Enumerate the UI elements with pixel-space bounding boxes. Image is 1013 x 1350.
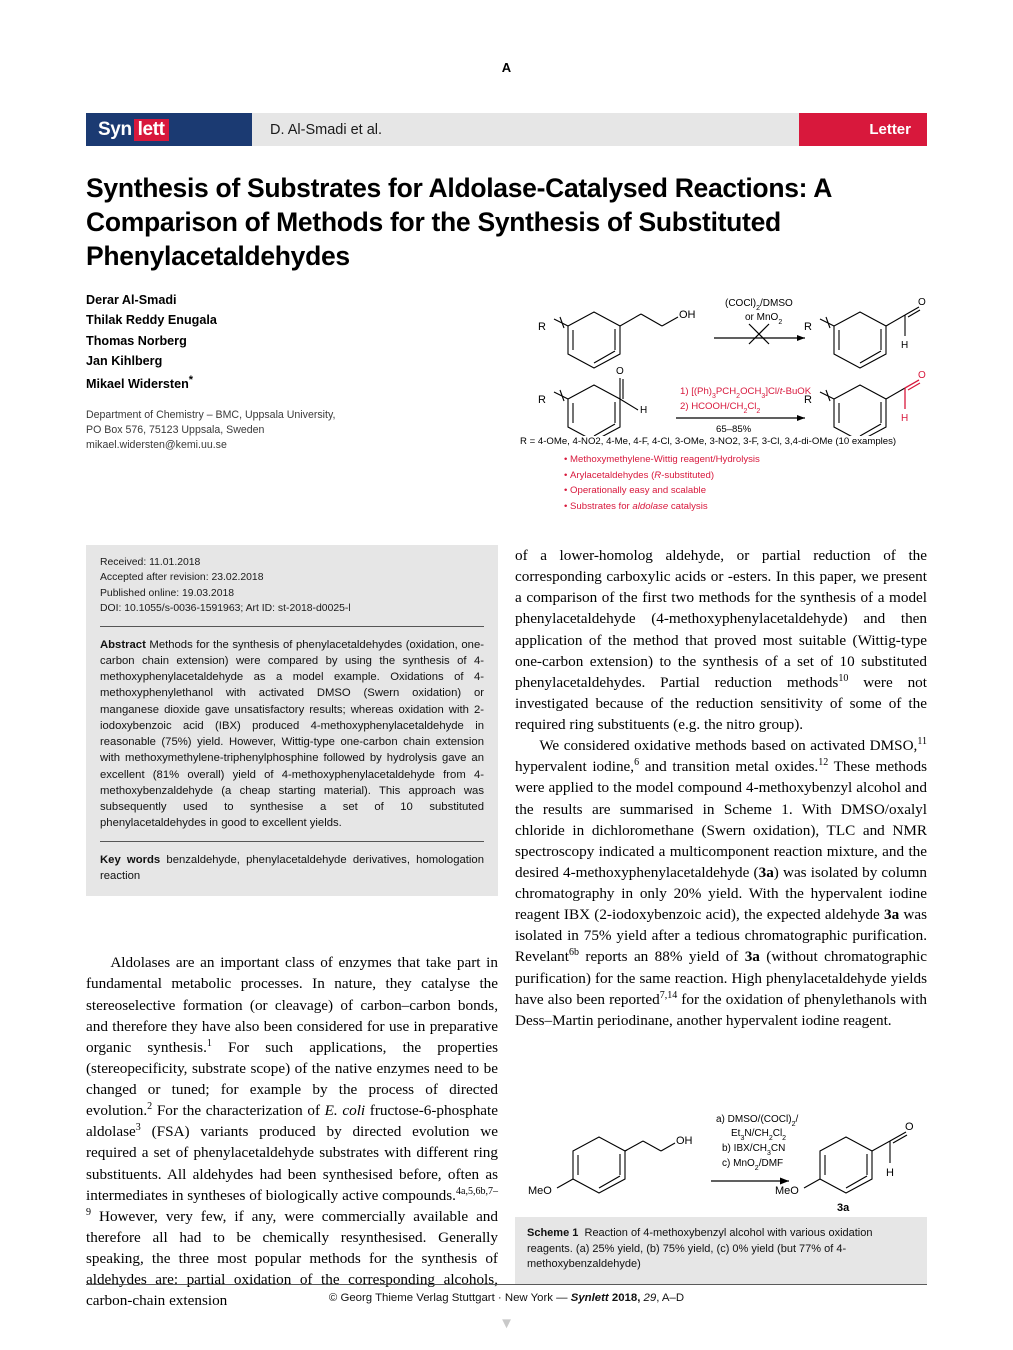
ga-r1-label: R	[538, 321, 546, 333]
body-text-segment: For such applications, the properties (stereopecificity, substrate scope) of the native enzymes need to be changed or tuned; for example by the process of directed evolution.	[86, 1038, 498, 1120]
ga-r2-label: R	[538, 394, 546, 406]
ga-r1-oh: OH	[679, 309, 696, 321]
author-list	[86, 290, 416, 394]
reference-marker: 11	[917, 736, 927, 748]
graphical-abstract-scheme-svg	[520, 286, 930, 436]
compound-label: 3a	[883, 906, 900, 924]
reference-marker: 3	[135, 1122, 141, 1134]
right-body-text	[515, 545, 927, 1031]
info-divider-2	[100, 841, 484, 842]
ga-r2-start-h: H	[640, 405, 648, 416]
affiliation-block	[86, 408, 416, 453]
ga-r2-product-r: R	[804, 394, 812, 406]
body-text-segment: and transition metal oxides.	[639, 758, 819, 776]
ga-r1-conditions-2: or MnO$_2$	[745, 312, 783, 326]
left-column	[86, 545, 498, 1311]
keywords-label: Key words	[100, 853, 161, 866]
compound-label: 3a	[758, 863, 774, 881]
scheme-condition-b: b) IBX/$CH_3CN$	[722, 1143, 786, 1157]
author-name-text: Mikael Widersten	[86, 376, 189, 391]
body-text-segment: These methods were applied to the model compound 4-methoxybenzyl alcohol and the results are summarised in Scheme 1. With DMSO/oxalyl chloride in dichloromethane (Swern oxidation), TLC and NMR spectroscopy indicated a multicomponent reaction mixture, and the desired 4-methoxyphenylacetaldehyde (	[515, 758, 927, 881]
running-head	[86, 113, 927, 146]
page-end-marker: ▼	[499, 1316, 514, 1332]
ga-r2-start-o: O	[616, 366, 624, 377]
logo-lett-text: lett	[134, 119, 169, 141]
doi-line: DOI: 10.1055/s-0036-1591963; Art ID: st-2018-d0025-l	[100, 603, 351, 615]
reference-marker: 10	[838, 672, 849, 684]
footer-pages: , A–D	[656, 1292, 685, 1304]
scheme-1-caption	[515, 1217, 927, 1284]
scheme-product-compound-label: 3a	[837, 1202, 850, 1214]
ga-r1-conditions-1: $(COCl)_2$/DMSO	[725, 298, 793, 312]
scheme-1-artwork	[515, 1105, 927, 1217]
reference-marker: 1	[206, 1037, 212, 1049]
graphical-abstract	[520, 286, 930, 512]
article-title: Synthesis of Substrates for Aldolase-Catalysed Reactions: A Comparison of Methods for the Synthesis of Substituted Phenylacetaldehydes	[86, 173, 832, 271]
body-text-segment: ) was isolated by column chromatography in only 20% yield. With the hypervalent iodine reagent IBX (2-iodoxybenzoic acid), the expected aldehyde	[515, 863, 927, 924]
scheme-1-caption-text: Reaction of 4-methoxybenzyl alcohol with various oxidation reagents. (a) 25% yield, (b) 75% yield, (c) 0% yield (but 77% of 4-methoxybenzaldehyde)	[527, 1227, 873, 1271]
body-text-segment: reports an 88% yield of	[579, 948, 745, 966]
publication-dates	[100, 555, 484, 617]
body-text-segment: For the characterization of	[152, 1102, 325, 1120]
body-text-segment: (without chromatographic purification) for the same reaction. High phenylacetaldehyde yields have also been reported	[515, 948, 928, 1008]
body-text-segment: Aldolases are an important class of enzymes that take part in fundamental metabolic processes. In nature, they catalyse the stereoselective formation (or cleavage) of carbon–carbon bonds, and therefore they have also been considered for use in preparative organic synthesis.	[86, 954, 498, 1056]
ga-r2-conditions-2: 2) HCOOH/$CH_2Cl_2$	[680, 401, 761, 415]
reference-marker: 12	[818, 757, 829, 769]
footer-journal: Synlett	[570, 1292, 609, 1304]
body-text-segment: fructose-6-phosphate aldolase	[86, 1102, 498, 1141]
body-text-segment: was isolated in 75% yield after a tedious chromatographic purification. Revelant	[515, 906, 927, 966]
reference-marker: 6	[634, 757, 640, 769]
scheme-1-figure	[515, 1105, 927, 1284]
right-column	[515, 545, 927, 1031]
keywords-text: benzaldehyde, phenylacetaldehyde derivatives, homologation reaction	[100, 853, 484, 883]
author-name-corresponding	[86, 372, 416, 395]
ga-r2-product-o: O	[918, 370, 926, 381]
scheme-product-meo: MeO	[775, 1185, 799, 1197]
ga-r2-conditions-1: 1) $[(Ph)_3PCH_2OCH_3]Cl/t$-BuOK	[680, 386, 812, 400]
keywords-paragraph	[100, 852, 484, 885]
body-text-segment: of a lower-homolog aldehyde, or partial reduction of the corresponding carboxylic acids or -esters. In this paper, we present a comparison of the first two methods for the synthesis of a model phenylacetaldehyde (4-methoxyphenylacetaldehyde) and then application of the method that proved most suitable (Wittig-type one-carbon extension) to the synthesis of a set of 10 substituted phenylacetaldehydes. Partial reduction methods	[515, 547, 927, 691]
page-letter: A	[501, 60, 512, 75]
date-accepted: Accepted after revision: 23.02.2018	[100, 572, 264, 584]
ga-r2-yield: 65–85%	[716, 424, 752, 435]
ga-r1-product-o: O	[918, 297, 926, 308]
affiliation-line-2: PO Box 576, 75123 Uppsala, Sweden	[86, 424, 265, 437]
left-body-text	[86, 952, 498, 1311]
scheme-start-meo: MeO	[528, 1185, 552, 1197]
compound-label: 3a	[744, 948, 760, 966]
ga-bullet: • Methoxymethylene-Wittig reagent/Hydrolysis	[564, 452, 760, 468]
body-text-segment: (FSA) variants produced by directed evolution we required a set of phenylacetaldehyde substrates with different ring substituents. All aldehydes had been synthesised before, often as intermediates in syntheses of biologically active compounds.	[86, 1123, 498, 1204]
body-text-segment: hypervalent iodine,	[515, 758, 635, 776]
reference-marker: 2	[147, 1101, 153, 1113]
footer-copyright: © Georg Thieme Verlag Stuttgart · New York —	[328, 1292, 571, 1304]
article-info-box	[86, 545, 498, 896]
body-text-segment: We considered oxidative methods based on activated DMSO,	[539, 737, 918, 755]
abstract-text: Methods for the synthesis of phenylacetaldehydes (oxidation, one-carbon chain extension) were compared by using the synthesis of 4-methoxyphenylacetaldehyde as a model example. Oxidations of 4-methoxyphenylethanol with activated DMSO (Swern oxidation) or manganese dioxide gave unsatisfactory results; whereas oxidation with 2-iodoxybenzoic acid (IBX) produced 4-methoxyphenylacetaldehyde in reasonable (75%) yield. However, Wittig-type one-carbon chain extension with methoxymethylene-triphenylphosphine followed by hydrolysis gave an excellent (81% overall) yield of 4-methoxyphenylacetaldehyde from 4-methoxybenzaldehyde (a cheap starting material). This approach was subsequently used to synthesise a set of 10 substituted phenylacetaldehydes in good to excellent yields.	[100, 638, 485, 830]
running-head-authors: D. Al-Smadi et al.	[252, 113, 799, 146]
info-divider-1	[100, 626, 484, 627]
ga-highlight-bullets	[564, 452, 760, 514]
scheme-condition-c: c) MnO$_2$/DMF	[722, 1158, 784, 1172]
footer-year: 2018,	[608, 1292, 644, 1304]
reference-marker: 7,14	[659, 989, 678, 1001]
corresponding-email[interactable]: mikael.widersten@kemi.uu.se	[86, 439, 227, 452]
scheme-condition-a2: $Et_3N/CH_2Cl_2$	[731, 1128, 787, 1142]
page-footer	[86, 1292, 927, 1304]
author-name: Thilak Reddy Enugala	[86, 313, 217, 328]
scheme-start-oh: OH	[676, 1135, 693, 1147]
ga-r1-product-h: H	[901, 340, 909, 351]
abstract-label: Abstract	[100, 638, 146, 651]
date-received: Received: 11.01.2018	[100, 557, 201, 568]
body-paragraph-continued	[515, 545, 927, 735]
reference-marker: 4a,5,6b,7–9	[86, 1185, 498, 1218]
author-name: Thomas Norberg	[86, 333, 187, 348]
footer-divider	[86, 1284, 927, 1285]
body-paragraph-methods	[515, 735, 927, 1031]
ga-r2-product-h: H	[901, 413, 909, 424]
synlett-logo	[86, 113, 252, 146]
author-name: Jan Kihlberg	[86, 354, 163, 369]
ga-r-groups: R = 4-OMe, 4-NO2, 4-Me, 4-F, 4-Cl, 3-OMe, 3-NO2, 3-F, 3-Cl, 3,4-di-OMe (10 examples)	[520, 436, 897, 447]
corresponding-author-marker: *	[188, 373, 194, 386]
affiliation-line-1: Department of Chemistry – BMC, Uppsala University,	[86, 409, 336, 421]
reference-marker: 6b	[568, 947, 579, 959]
scheme-1-label: Scheme 1	[527, 1227, 579, 1239]
ga-bullet: • Substrates for aldolase catalysis	[564, 499, 760, 515]
scheme-product-h: H	[886, 1167, 894, 1179]
ga-bullet: • Operationally easy and scalable	[564, 483, 760, 499]
body-paragraph-intro	[86, 952, 498, 1311]
author-name: Derar Al-Smadi	[86, 293, 177, 307]
logo-syn-text: Syn	[98, 118, 132, 140]
body-text-segment: were not investigated because of the reduction sensitivity of some of the required ring substituents (e.g. the nitro group).	[515, 673, 927, 733]
abstract-paragraph	[100, 637, 484, 832]
footer-volume: 29	[643, 1292, 657, 1304]
article-type-badge: Letter	[799, 113, 927, 146]
body-text-segment: for the oxidation of phenylethanols with Dess–Martin periodinane, another hypervalent iodine reagent.	[515, 990, 928, 1029]
species-name-italic: E. coli	[324, 1102, 366, 1120]
ga-bullet: • Arylacetaldehydes (R-substituted)	[564, 468, 760, 484]
body-text-segment: However, very few, if any, were commercially available and therefore all had to be chemically resynthesised. Generally speaking, the three most popular methods for the synthesis of aldehydes are: partial oxidation of the corresponding alcohols, carbon-chain extension	[86, 1207, 498, 1310]
scheme-condition-a: a) DMSO/$(COCl)_2/$	[716, 1114, 799, 1128]
scheme-product-o: O	[905, 1121, 914, 1133]
date-published: Published online: 19.03.2018	[100, 587, 235, 599]
scheme-1-svg	[515, 1105, 927, 1217]
ga-r1-product-r: R	[804, 321, 812, 333]
